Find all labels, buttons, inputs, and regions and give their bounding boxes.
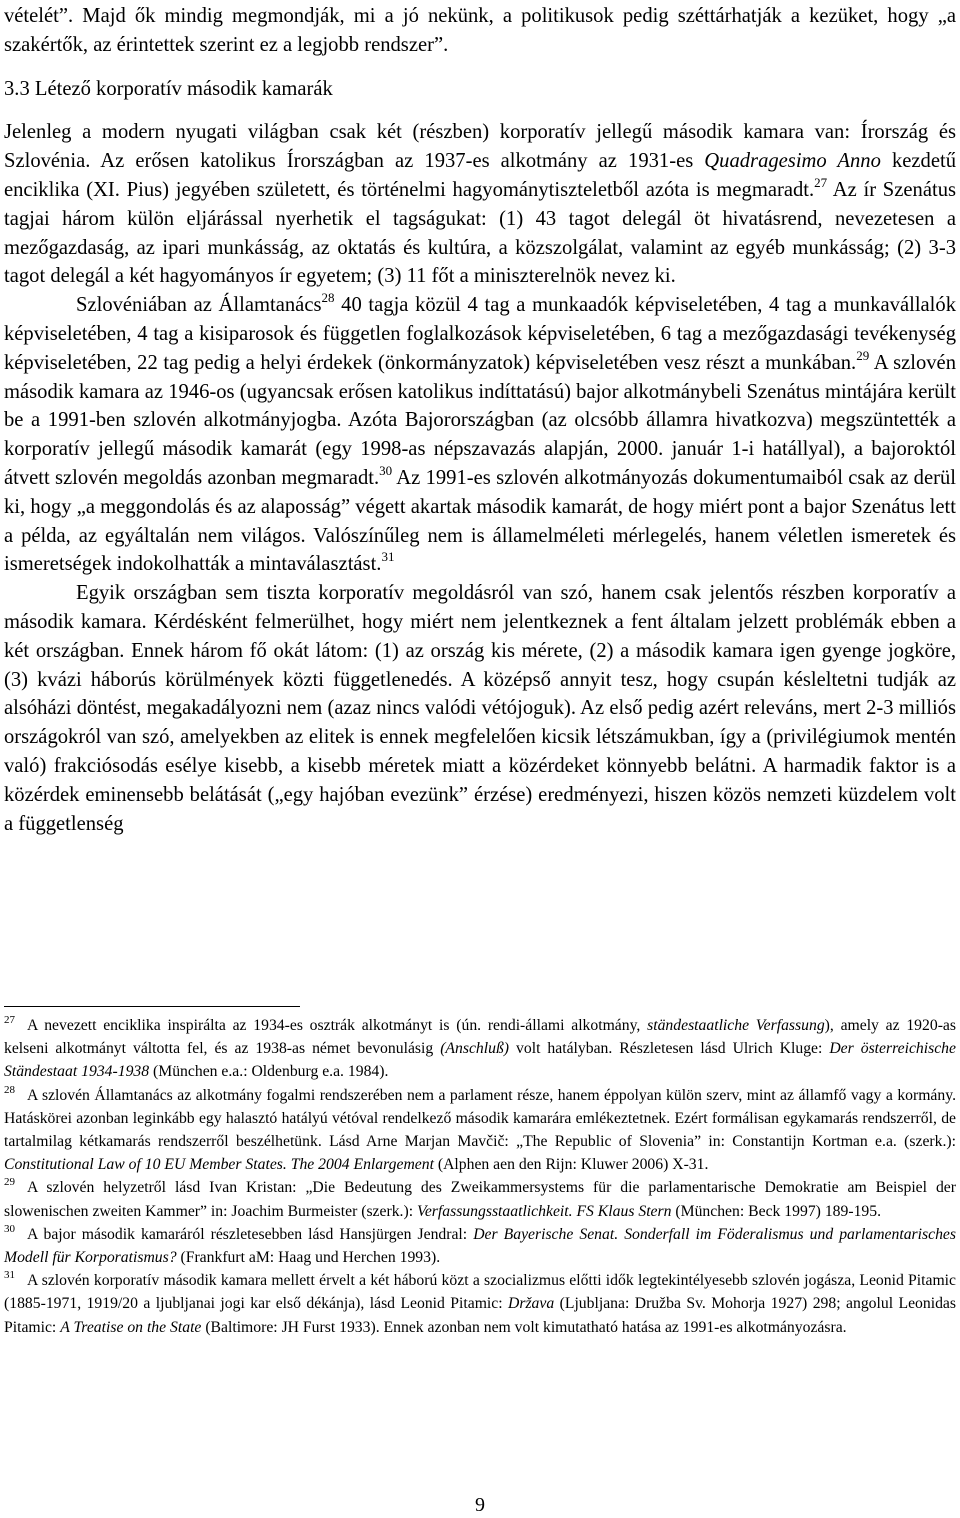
text-span: Jelenleg a modern nyugati világban csak két (részben) korporatív jellegű második kamara van: Írország és Szlovénia. Az erősen katolikus Írországban az 1937-es alkotmány az 1931-es [4, 121, 956, 173]
text-span: A szlovén Államtanács az alkotmány fogalmi rendszerében nem a parlament része, hanem éppolyan külön szerv, mint az államfő vagy a kormány. Hatáskörei azonban leginkább egy halasztó hatályú vétóval rendelkező második kamarára emlékeztetnek. Ezért formálisan egykamarás rendszerről, de tartalmilag kétkamarás rendszerről beszélhetünk. Lásd Arne Marjan Mavčič: „The Republic of Slovenia” in: Constantijn Kortman e.a. (szerk.): [4, 1086, 956, 1151]
text-span: A bajor második kamaráról részletesebben lásd Hansjürgen Jendral: [27, 1225, 474, 1243]
paragraph-analysis: Egyik országban sem tiszta korporatív megoldásról van szó, hanem csak jelentős részben korporatív a második kamara. Kérdésként felmerülhet, hogy miért nem jelentkeznek a fent általam jelzett problémák ebben a két országban. Ennek három fő okát látom: (1) az ország kis mérete, (2) a második kamara igen gyenge jogköre, (3) kvázi háborús körülmények közti függetlenedés. A középső annyit tesz, hogy csupán késleltetni tudják az alsóházi döntést, megakadályozni nem (azaz nincs valódi vétójoguk). Az első pedig azért releváns, mert 2-3 milliós országokról van szó, amelyekben az elitek is ennek megfelelően kicsik létszámukban, így a (privilégiumok mentén való) frakciósodás esélye kisebb, a kisebb méretek miatt a közérdeket könnyebb belátni. A harmadik faktor is a közérdek eminensebb belátását („egy hajóban evezünk” érzése) eredményezi, hiszen közös nemzeti küzdelem volt a függetlenség [4, 582, 956, 835]
italic-span: Der Bayerische Senat. Sonderfall im Föderalismus und parlamentarisches Modell für Korporatismus? [4, 1225, 956, 1267]
text-span: (Baltimore: JH Furst 1933). Ennek azonban nem volt kimutatható hatása az 1991-es alkotmányozásra. [201, 1318, 847, 1336]
footnote-28 [4, 1084, 956, 1177]
text-span: Szlovéniában az Államtanács [76, 294, 322, 317]
text-span: A szlovén második kamara az 1946-os (ugyancsak erősen katolikus indíttatású) bajor alkotmánybeli Szenátus mintájára került be a 1991-ben szlovén alkotmányjogba. Azóta Bajorországban (az olcsóbb államra hivatkozva) megszüntették a korporatív jellegű második kamarát (egy 1998-as népszavazás alapján, 2000. január 1-i hatállyal), a bajoroktól átvett szlovén megoldás azonban megmaradt. [4, 351, 956, 489]
text-span: (München: Beck 1997) 189-195. [671, 1202, 882, 1220]
text-span: (Frankfurt aM: Haag und Herchen 1993). [176, 1249, 441, 1267]
footnote-ref-31[interactable]: 31 [381, 549, 395, 565]
main-text [4, 0, 956, 838]
footnote-number: 27 [4, 1014, 15, 1026]
italic-span: A Treatise on the State [60, 1318, 202, 1336]
footnote-30 [4, 1223, 956, 1269]
footnote-number: 29 [4, 1176, 15, 1189]
footnote-number: 31 [4, 1269, 15, 1282]
footnote-ref-30[interactable]: 30 [379, 462, 393, 478]
text-span: Az ír Szenátus tagjai három külön eljárással nyerhetik el tagságukat: (1) 43 tagot delegál öt hivatásrend, nevezetesen a mezőgazdaság, az ipari munkásság, az oktatás és kultúra, a közszolgálat, valamint az egyéb munkásság; (2) 3-3 tagot delegál a két hagyományos ír egyetem; (3) 11 főt a miniszterelnök nevez ki. [4, 178, 957, 288]
page-number: 9 [475, 1494, 485, 1516]
italic-span: Država [508, 1295, 555, 1313]
footnote-ref-28[interactable]: 28 [321, 290, 335, 306]
text-span: volt hatályban. Részletesen lásd Ulrich Kluge: [509, 1040, 830, 1058]
footnotes [4, 1014, 956, 1339]
text-span: (München e.a.: Oldenburg e.a. 1984). [149, 1063, 389, 1081]
footnote-31 [4, 1269, 956, 1339]
italic-span: Quadragesimo Anno [704, 150, 881, 173]
text-span: 40 tagja közül 4 tag a munkaadók képviseletében, 4 tag a munkavállalók képviseletében, 4 tag a kisiparosok és független foglalkozások képviseletében, 6 tag a mezőgazdasági tevékenység képviseletében, 22 tag pedig a helyi érdekek (önkormányzatok) képviseletében vesz részt a munkában. [4, 294, 956, 374]
text-span: A nevezett enciklika inspirálta az 1934-es osztrák alkotmányt is (ún. rendi-állami alkotmány, [27, 1017, 648, 1034]
text-span: A szlovén helyzetről lásd Ivan Kristan: „Die Bedeutung des Zweikammersystems für die parlamentarische Demokratie am Beispiel der slowenischen zweiten Kammer” in: Joachim Burmeister (szerk.): [4, 1179, 956, 1220]
italic-span: (Anschluß) [440, 1040, 510, 1058]
footnote-divider [4, 1006, 300, 1007]
text-span: Az 1991-es szlovén alkotmányozás dokumentumaiból csak az derül ki, hogy „a meggondolás és az alaposság” végett akartak második kamarát, de hogy miért pont a bajor Szenátus lett a példa, az egyáltalán nem világos. Valószínűleg nem is államelméleti mérlegelés, hanem véletlen ismeretek és ismeretségek indokolhatták a mintaválasztást. [4, 466, 956, 576]
italic-span: Verfassungsstaatlichkeit. FS Klaus Stern [416, 1202, 672, 1220]
footnote-29 [4, 1176, 956, 1222]
footnote-number: 28 [4, 1083, 15, 1096]
footnote-ref-29[interactable]: 29 [856, 347, 870, 363]
footnote-ref-27[interactable]: 27 [814, 174, 828, 190]
text-span: (Ljubljana: Družba Sv. Mohorja 1927) 298; angolul Leonidas Pitamic: [4, 1295, 956, 1336]
text-span: kezdetű enciklika (XI. Pius) jegyében született, és történelmi hagyománytiszteletből azóta is megmaradt. [4, 150, 956, 201]
text-span: ), amely az 1920-as kelseni alkotmányt váltotta fel, és az 1938-as német bevonulásig [4, 1017, 956, 1058]
section-title: 3.3 Létező korporatív második kamarák [4, 77, 333, 100]
text-span: (Alphen aen den Rijn: Kluwer 2006) X-31. [433, 1156, 709, 1174]
text-span: A szlovén korporatív második kamara mellett érvelt a két háború közt a szocializmus előtti idők legtekintélyesebb szlovén jogásza, Leonid Pitamic (1885-1971, 1919/20 a ljubljanai jogi kar első dékánja), lásd Leonid Pitamic: [4, 1272, 956, 1313]
intro-paragraph: vételét”. Majd ők mindig megmondják, mi a jó nekünk, a politikusok pedig széttárhatják a kezüket, hogy „a szakértők, az érintettek szerint ez a legjobb rendszer”. [4, 5, 956, 56]
footnote-number: 30 [4, 1222, 15, 1235]
footnote-27 [4, 1014, 956, 1084]
italic-span: Der österreichische Ständestaat 1934-1938 [4, 1040, 956, 1081]
italic-span: Constitutional Law of 10 EU Member States. The 2004 Enlargement [4, 1156, 434, 1174]
italic-span: ständestaatliche Verfassung [647, 1017, 825, 1034]
paragraph-slovenia [4, 291, 956, 579]
paragraph-ireland [4, 118, 956, 291]
